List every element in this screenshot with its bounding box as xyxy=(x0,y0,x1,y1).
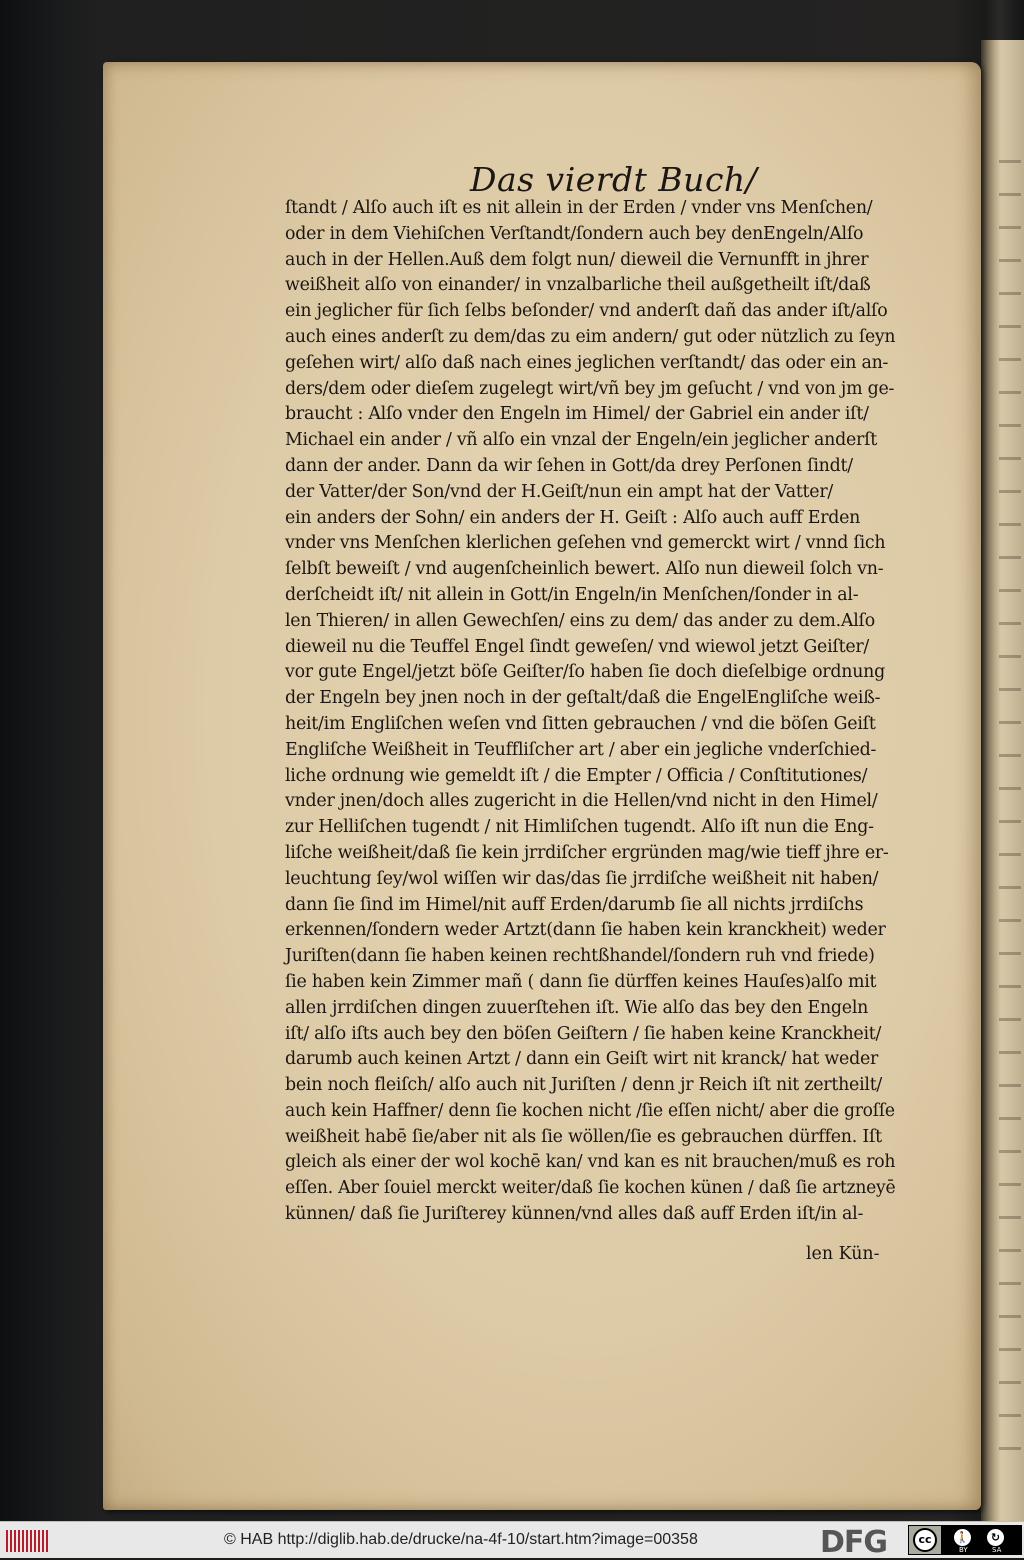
text-line: Michael ein ander / vñ alſo ein vnzal der Engeln/ein jeglicher anderſt xyxy=(285,430,878,451)
page-edge-streak xyxy=(999,358,1021,361)
text-line: iſt/ alſo iſts auch bey den böſen Geiſtern / ſie haben keine Kranckheit/ xyxy=(285,1023,882,1044)
text-line: ders/dem oder dieſem zugelegt wirt/vñ bey jm geſucht / vnd von jm ge- xyxy=(285,378,895,399)
barcode-bar xyxy=(22,1530,24,1552)
text-line: der Vatter/der Son/vnd der H.Geiſt/nun ein ampt hat der Vatter/ xyxy=(285,481,834,502)
catchword: len Kün- xyxy=(806,1244,880,1264)
text-line: ſelbſt beweiſt / vnd augenſcheinlich bewert. Alſo nun dieweil ſolch vn- xyxy=(285,559,884,580)
text-line: weißheit habē ſie/aber nit als ſie wöllen/ſie es gebrauchen dürffen. Iſt xyxy=(285,1126,882,1147)
by-label: BY xyxy=(959,1546,968,1554)
text-line: ſie haben kein Zimmer mañ ( dann ſie dürffen keines Hauſes)alſo mit xyxy=(285,971,877,992)
text-line: der Engeln bey jnen noch in der geſtalt/daß die EngelEngliſche weiß- xyxy=(285,688,881,709)
page-edge-streak xyxy=(999,688,1021,691)
page-edge-streak xyxy=(999,1348,1021,1351)
page-edge-streak xyxy=(999,622,1021,625)
page-edge-streak xyxy=(999,655,1021,658)
page-edge-streak xyxy=(999,1381,1021,1384)
page-edge-streak xyxy=(999,292,1021,295)
text-line: allen jrrdiſchen dingen zuuerſtehen iſt. Wie alſo das bey den Engeln xyxy=(285,997,869,1018)
barcode-bar xyxy=(18,1530,20,1552)
text-line: len Thieren/ in allen Gewechſen/ eins zu dem/ das ander zu dem.Alſo xyxy=(285,610,875,631)
page-edge-streak xyxy=(999,1315,1021,1318)
source-link[interactable]: http://diglib.hab.de/drucke/na-4f-10/start.htm?image=00358 xyxy=(277,1531,698,1548)
page-edge-streak xyxy=(999,1414,1021,1417)
page-edge-streak xyxy=(999,193,1021,196)
text-line: dann ſie ſind im Himel/nit auff Erden/darumb ſie all nichts jrrdiſchs xyxy=(285,894,864,915)
text-line: bein noch fleiſch/ alſo auch nit Juriſten / denn jr Reich iſt nit zertheilt/ xyxy=(285,1075,883,1096)
text-line: liche ordnung wie gemeldt iſt / die Empter / Officia / Conſtitutiones/ xyxy=(285,765,868,786)
text-line: auch kein Haffner/ denn ſie kochen nicht /ſie eſſen nicht/ aber die groſſe xyxy=(285,1100,895,1121)
cc-icon: cc xyxy=(913,1528,937,1552)
page-edge-streak xyxy=(999,919,1021,922)
text-line: auch eines anderſt zu dem/das zu eim andern/ gut oder nützlich zu ſeyn xyxy=(285,326,896,347)
page-edge-streak xyxy=(999,1249,1021,1252)
page-edge-streak xyxy=(999,523,1021,526)
barcode-bar xyxy=(38,1530,40,1552)
page-edge-streak xyxy=(999,391,1021,394)
page-edge-streak xyxy=(999,952,1021,955)
barcode-bar xyxy=(30,1530,32,1552)
page-edge-streak xyxy=(999,226,1021,229)
text-line: darumb auch keinen Artzt / dann ein Geiſt wirt nit kranck/ hat weder xyxy=(285,1049,879,1070)
page-edge-streak xyxy=(999,490,1021,493)
sa-label: SA xyxy=(992,1546,1002,1554)
page-edge-streak xyxy=(999,325,1021,328)
barcode-bar xyxy=(10,1530,12,1552)
text-line: zur Helliſchen tugendt / nit Himliſchen tugendt. Alſo iſt nun die Eng- xyxy=(285,817,874,838)
page-edge-streak xyxy=(999,754,1021,757)
page-edge-streak xyxy=(999,1117,1021,1120)
text-line: erkennen/ſondern weder Artzt(dann ſie haben kein kranckheit) weder xyxy=(285,920,886,941)
text-line: gleich als einer der wol kochē kan/ vnd kan es nit brauchen/muß es roh xyxy=(285,1152,896,1173)
text-line: leuchtung ſey/wol wiſſen wir das/das ſie jrrdiſche weißheit nit haben/ xyxy=(285,868,879,889)
page-edge-streak xyxy=(999,1216,1021,1219)
sa-share-alike-icon: ↻ xyxy=(987,1529,1004,1546)
barcode-bar xyxy=(42,1530,44,1552)
page-edge-streak xyxy=(999,985,1021,988)
viewer-footer xyxy=(0,1521,1024,1558)
cc-license-badge[interactable] xyxy=(908,1525,1022,1555)
page-edge-streak xyxy=(999,424,1021,427)
text-line: geſehen wirt/ alſo daß nach eines jeglichen verſtandt/ das oder ein an- xyxy=(285,352,889,373)
text-line: heit/im Engliſchen weſen vnd ſitten gebrauchen / vnd die böſen Geiſt xyxy=(285,713,876,734)
text-line: liſche weißheit/daß ſie kein jrrdiſcher ergründen mag/wie tieff jhre er- xyxy=(285,842,889,863)
page-edge-streak xyxy=(999,1183,1021,1186)
page-edge-streak xyxy=(999,1051,1021,1054)
page-edge-streak xyxy=(999,1447,1021,1450)
text-line: künnen/ daß ſie Juriſterey künnen/vnd alles daß auff Erden iſt/in al- xyxy=(285,1204,864,1225)
page-edge-streak xyxy=(999,259,1021,262)
text-line: eſſen. Aber ſouiel merckt weiter/daß ſie kochen künen / daß ſie artzneyē xyxy=(285,1178,896,1199)
dfg-logo: DFG xyxy=(820,1525,888,1560)
page-edge-streak xyxy=(999,787,1021,790)
copyright-prefix: © HAB xyxy=(224,1531,278,1548)
body-text xyxy=(285,196,895,1228)
barcode-bar xyxy=(26,1530,28,1552)
page-edge-streak xyxy=(999,820,1021,823)
text-line: dann der ander. Dann da wir ſehen in Gott/da drey Perſonen ſindt/ xyxy=(285,455,853,476)
text-line: Juriſten(dann ſie haben keinen rechtßhandel/ſondern ruh vnd friede) xyxy=(285,946,875,967)
text-line: ſtandt / Alſo auch iſt es nit allein in der Erden / vnder vns Menſchen/ xyxy=(285,198,873,218)
page-edge-streak xyxy=(999,556,1021,559)
running-head: Das vierdt Buch/ xyxy=(470,160,758,199)
text-line: weißheit alſo von einander/ in vnzalbarliche theil außgetheilt iſt/daß xyxy=(285,275,871,296)
text-line: ein anders der Sohn/ ein anders der H. Geiſt : Alſo auch auff Erden xyxy=(285,507,861,528)
text-line: vor gute Engel/jetzt böſe Geiſter/ſo haben ſie doch dieſelbige ordnung xyxy=(285,662,885,683)
page-edge-streak xyxy=(999,721,1021,724)
barcode-bar xyxy=(46,1530,48,1552)
page-edge-streak xyxy=(999,886,1021,889)
page-edge-streak xyxy=(999,589,1021,592)
license-icon-strip xyxy=(941,1526,1021,1554)
text-line: derſcheidt iſt/ nit allein in Gott/in Engeln/in Menſchen/ſonder in al- xyxy=(285,584,859,605)
page-edge-streak xyxy=(999,160,1021,163)
hab-barcode-logo xyxy=(6,1530,48,1552)
text-line: Engliſche Weißheit in Teuffliſcher art / aber ein jegliche vnderſchied- xyxy=(285,739,877,760)
page-edge-streak xyxy=(999,1018,1021,1021)
barcode-bar xyxy=(34,1530,36,1552)
text-line: auch in der Hellen.Auß dem folgt nun/ dieweil die Vernunfft in jhrer xyxy=(285,249,869,270)
page-edge-streak xyxy=(999,853,1021,856)
copyright-line xyxy=(224,1531,698,1549)
text-line: vnder vns Menſchen klerlichen geſehen vnd gemerckt wirt / vnnd ſich xyxy=(285,533,886,554)
text-line: vnder jnen/doch alles zugericht in die Hellen/vnd nicht in den Himel/ xyxy=(285,791,878,812)
text-line: dieweil nu die Teuffel Engel ſindt geweſen/ vnd wiewol jetzt Geiſter/ xyxy=(285,636,870,657)
text-line: ein jeglicher für ſich ſelbs beſonder/ vnd anderſt dañ das ander iſt/alſo xyxy=(285,301,888,322)
page-edge-streak xyxy=(999,1282,1021,1285)
barcode-bar xyxy=(6,1530,8,1552)
text-line: oder in dem Viehiſchen Verſtandt/ſondern auch bey denEngeln/Alſo xyxy=(285,223,864,244)
page-edge-streak xyxy=(999,1150,1021,1153)
barcode-bar xyxy=(14,1530,16,1552)
text-line: braucht : Alſo vnder den Engeln im Himel/ der Gabriel ein ander iſt/ xyxy=(285,404,869,425)
facing-page-edge xyxy=(981,40,1024,1521)
page-edge-streak xyxy=(999,457,1021,460)
by-person-icon: 🚶 xyxy=(955,1531,970,1544)
page-edge-streak xyxy=(999,1084,1021,1087)
